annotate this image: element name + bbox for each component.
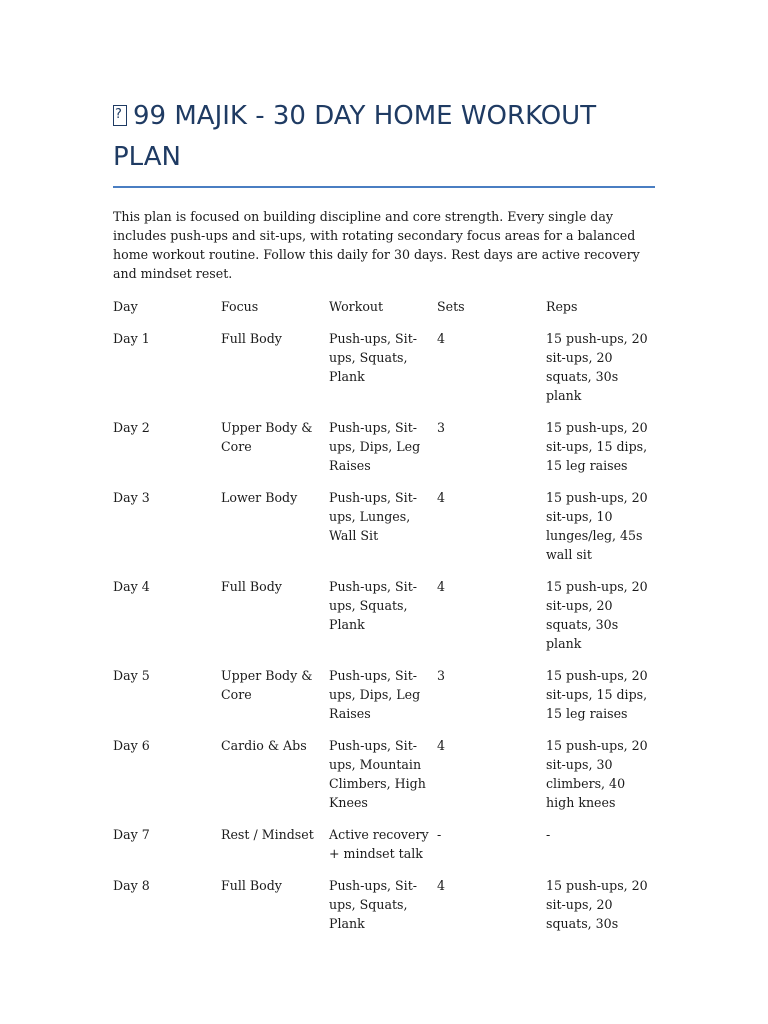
cell-reps: 15 push-ups, 20 sit-ups, 30 climbers, 40 high knees bbox=[546, 738, 648, 810]
cell-focus: Full Body bbox=[221, 331, 282, 346]
missing-glyph-icon bbox=[113, 105, 127, 126]
header-day: Day bbox=[113, 299, 138, 314]
cell-sets: - bbox=[437, 827, 442, 842]
cell-day: Day 3 bbox=[113, 490, 150, 505]
cell-workout: Active recovery + mindset talk bbox=[329, 827, 429, 861]
cell-sets: 3 bbox=[437, 420, 446, 435]
cell-focus: Full Body bbox=[221, 579, 282, 594]
cell-focus: Full Body bbox=[221, 878, 282, 893]
table-row bbox=[113, 666, 655, 736]
cell-workout: Push-ups, Sit-ups, Mountain Climbers, High Knees bbox=[329, 738, 426, 810]
header-reps: Reps bbox=[546, 299, 578, 314]
cell-day: Day 7 bbox=[113, 827, 150, 842]
cell-sets: 4 bbox=[437, 331, 446, 346]
document-page bbox=[113, 96, 655, 946]
cell-workout: Push-ups, Sit-ups, Lunges, Wall Sit bbox=[329, 490, 418, 543]
cell-reps: 15 push-ups, 20 sit-ups, 20 squats, 30s plank bbox=[546, 331, 648, 403]
table-row bbox=[113, 825, 655, 876]
table-row bbox=[113, 488, 655, 577]
header-focus: Focus bbox=[221, 299, 259, 314]
header-workout: Workout bbox=[329, 299, 384, 314]
cell-reps: - bbox=[546, 827, 551, 842]
cell-day: Day 4 bbox=[113, 579, 150, 594]
cell-reps: 15 push-ups, 20 sit-ups, 10 lunges/leg, 45s wall sit bbox=[546, 490, 648, 562]
cell-workout: Push-ups, Sit-ups, Dips, Leg Raises bbox=[329, 668, 421, 721]
table-row bbox=[113, 876, 655, 946]
cell-reps: 15 push-ups, 20 sit-ups, 20 squats, 30s bbox=[546, 878, 648, 931]
cell-day: Day 1 bbox=[113, 331, 150, 346]
document-title bbox=[113, 96, 655, 188]
cell-day: Day 2 bbox=[113, 420, 150, 435]
cell-focus: Upper Body & Core bbox=[221, 420, 313, 454]
table-row bbox=[113, 577, 655, 666]
cell-sets: 4 bbox=[437, 579, 446, 594]
cell-sets: 4 bbox=[437, 490, 446, 505]
table-header-row bbox=[113, 297, 655, 329]
cell-sets: 3 bbox=[437, 668, 446, 683]
cell-focus: Lower Body bbox=[221, 490, 298, 505]
cell-reps: 15 push-ups, 20 sit-ups, 15 dips, 15 leg raises bbox=[546, 668, 648, 721]
cell-sets: 4 bbox=[437, 878, 446, 893]
cell-day: Day 8 bbox=[113, 878, 150, 893]
cell-reps: 15 push-ups, 20 sit-ups, 15 dips, 15 leg raises bbox=[546, 420, 648, 473]
document-title-text: 99 MAJIK - 30 DAY HOME WORKOUT PLAN bbox=[113, 101, 597, 172]
cell-sets: 4 bbox=[437, 738, 446, 753]
cell-workout: Push-ups, Sit-ups, Squats, Plank bbox=[329, 579, 418, 632]
cell-day: Day 6 bbox=[113, 738, 150, 753]
cell-workout: Push-ups, Sit-ups, Squats, Plank bbox=[329, 331, 418, 384]
header-sets: Sets bbox=[437, 299, 465, 314]
table-row bbox=[113, 736, 655, 825]
cell-focus: Cardio & Abs bbox=[221, 738, 307, 753]
cell-focus: Upper Body & Core bbox=[221, 668, 313, 702]
intro-paragraph: This plan is focused on building discipline and core strength. Every single day includes push-ups and sit-ups, with rotating secondary focus areas for a balanced home workout routine. Follow this daily for 30 days. Rest days are active recovery and mindset reset. bbox=[113, 209, 640, 281]
table-row bbox=[113, 329, 655, 418]
cell-workout: Push-ups, Sit-ups, Dips, Leg Raises bbox=[329, 420, 421, 473]
cell-reps: 15 push-ups, 20 sit-ups, 20 squats, 30s plank bbox=[546, 579, 648, 651]
table-row bbox=[113, 418, 655, 488]
workout-table bbox=[113, 297, 655, 946]
cell-workout: Push-ups, Sit-ups, Squats, Plank bbox=[329, 878, 418, 931]
cell-day: Day 5 bbox=[113, 668, 150, 683]
cell-focus: Rest / Mindset bbox=[221, 827, 314, 842]
